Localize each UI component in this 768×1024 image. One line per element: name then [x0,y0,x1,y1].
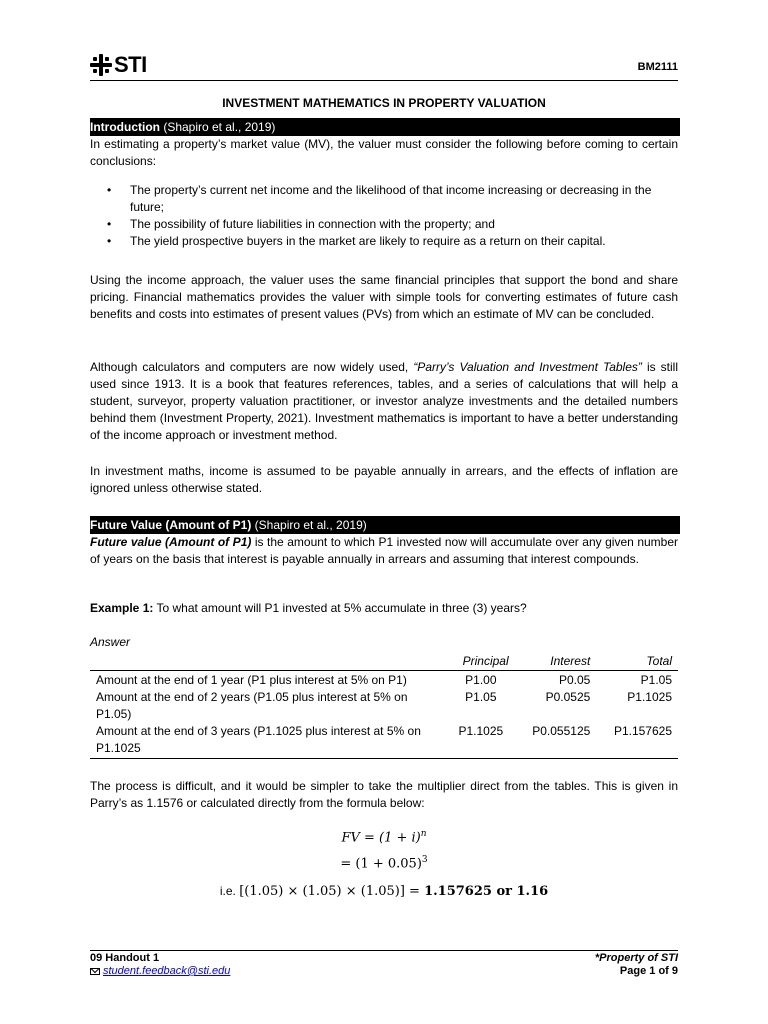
page-title: INVESTMENT MATHEMATICS IN PROPERTY VALUATION [222,96,546,110]
example-1 [90,600,678,617]
formula-line-3 [90,884,678,899]
table-row [90,671,678,690]
section-heading-citation: (Shapiro et al., 2019) [159,120,276,134]
example-label: Example 1: [90,601,154,615]
future-value-definition [90,534,678,568]
example-text: To what amount will P1 invested at 5% accumulate in three (3) years? [153,601,527,615]
handout-label: 09 Handout 1 [90,952,160,964]
column-header: Total [596,652,678,671]
table-row [90,723,678,759]
formula-exponent: n [420,829,427,839]
table-cell: Amount at the end of 3 years (P1.1025 plus interest at 5% on P1.1025 [90,723,447,759]
footer-divider [90,950,678,951]
footer-right [595,952,678,978]
formula-result: 1.157625 or 1.16 [424,884,549,899]
table-cell: P1.157625 [596,723,678,759]
table-cell: P1.05 [640,673,672,687]
definition-term: Future value (Amount of P1) [90,535,252,549]
table-cell: P0.05 [558,673,591,687]
table-cell: P1.05 [465,690,497,704]
column-header: Interest [515,652,597,671]
table-cell: P1.00 [465,673,497,687]
definition-text: is the amount to which P1 invested now will accumulate over any given number of years on the basis that interest is payable annually in arrears and assuming that interest compounds. [90,535,679,566]
answer-label: Answer [90,635,131,649]
column-header: Principal [447,652,515,671]
section-heading-citation: (Shapiro et al., 2019) [251,518,367,532]
formula-prefix: i.e. [219,884,240,898]
table-cell: P0.055125 [515,723,597,759]
feedback-email-link[interactable]: student.feedback@sti.edu [103,965,231,977]
table-cell: Amount at the end of 1 year (P1 plus interest at 5% on P1) [96,673,407,687]
footer-left [90,952,230,978]
intro-paragraph-2: Using the income approach, the valuer uses the same financial principles that support the bond and share pricing. Financial mathematics provides the valuer with simple tools for converting estimates of future cash benefits and costs into estimates of present values (PVs) from which an estimate of MV can be concluded. [90,273,678,321]
list-item: • The possibility of future liabilities in connection with the property; and [90,216,678,233]
table-cell: P1.1025 [447,723,515,759]
intro-bullet-list [90,182,678,250]
table-cell: P0.0525 [545,690,591,704]
section-heading-introduction [90,118,680,136]
formula-line-2 [90,855,678,871]
logo-text: STI [114,52,147,77]
intro-paragraph-1: In estimating a property’s market value (MV), the valuer must consider the following before coming to certain conclusions: [90,137,678,168]
section-heading-label: Introduction [90,120,160,134]
mail-icon [90,968,100,975]
sti-logo [90,54,147,76]
table-row [90,689,678,723]
sti-logo-icon [90,54,112,76]
page-number: Page 1 of 9 [619,965,678,977]
section-heading-label: Future Value (Amount of P1) [90,518,252,532]
paragraph-text: is still used since 1913. It is a book that features references, tables, and a series of calculations that will help a student, surveyor, property valuation practitioner, or investor analyze investments and the detailed numbers behind them (Investment Property, 2021). Investment mathematics is important to have a better understanding of the income approach or investment method. [90,360,679,442]
book-title: “Parry’s Valuation and Investment Tables” [413,360,642,374]
intro-paragraph-4: In investment maths, income is assumed to be payable annually in arrears, and the effects of inflation are ignored unless otherwise stated. [90,464,678,495]
table-cell: P1.1025 [627,690,672,704]
column-header [90,652,447,671]
after-table-paragraph: The process is difficult, and it would be simpler to take the multiplier direct from the tables. This is given in Parry’s as 1.1576 or calculated directly from the formula below: [90,779,678,810]
formula-exponent: 3 [421,855,428,865]
formula-text: [(1.05) × (1.05) × (1.05)] = [239,884,425,899]
future-value-table [90,652,678,759]
formula-text: FV = (1 + i) [341,830,421,846]
document-code: BM2111 [637,61,678,73]
formula-line-1 [90,829,678,845]
formula-text: = (1 + 0.05) [340,856,422,872]
header-divider [90,80,678,81]
list-item: • The property’s current net income and the likelihood of that income increasing or decreasing in the future; [90,182,678,216]
property-label: *Property of STI [594,952,678,964]
table-cell: Amount at the end of 2 years (P1.05 plus interest at 5% on P1.05) [96,690,408,721]
intro-paragraph-3 [90,359,678,444]
footer-email-line [90,965,230,978]
table-header-row [90,652,678,671]
section-heading-future-value [90,516,680,534]
list-item: • The yield prospective buyers in the market are likely to require as a return on their capital. [90,233,678,250]
paragraph-text: Although calculators and computers are now widely used, [90,360,414,374]
